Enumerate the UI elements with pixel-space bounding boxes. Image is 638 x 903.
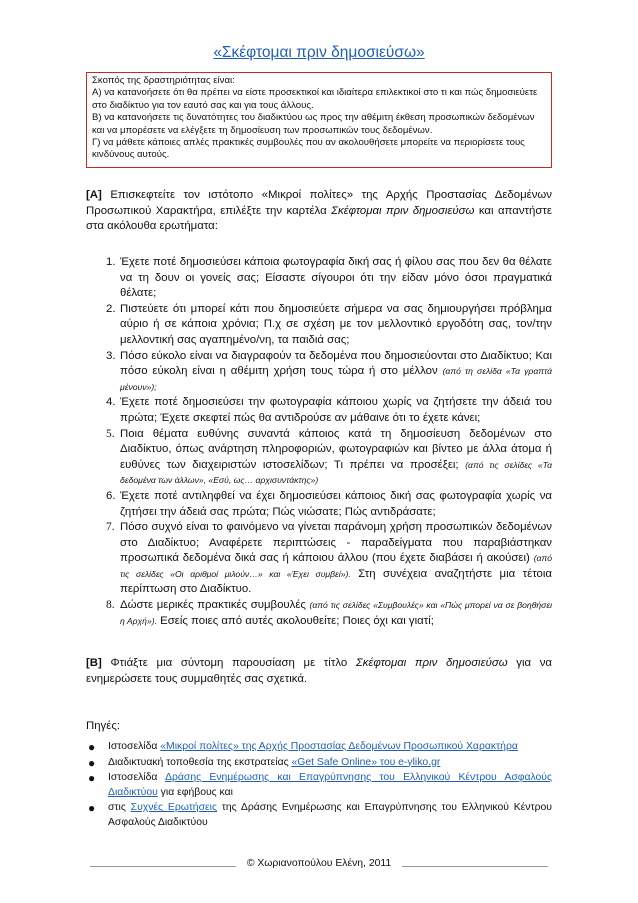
part-b-text-2: για να ενημερώσετε τους συμμαθητές σας σχετικά. (86, 657, 553, 685)
question-text-after: Στη συνέχεια αναζητήστε μια τέτοια περίπτωση στο Διαδίκτυο. (120, 567, 552, 596)
footer-divider-right (402, 866, 548, 867)
part-a-label: [Α] (86, 189, 102, 201)
question-number: 5. (106, 427, 115, 440)
question-item (86, 395, 552, 426)
question-text: Έχετε ποτέ δημοσιεύσει την φωτογραφία κάποιου χωρίς να ζητήσετε την άδειά του πρώτα; Έχετε σκεφτεί πώς θα αντιδρούσε αν μάθαινε ότι το έχετε κάνει; (120, 396, 552, 424)
question-item (86, 255, 552, 302)
part-a-text-1: Επισκεφτείτε τον ιστότοπο «Μικροί πολίτες» της Αρχής Προστασίας Δεδομένων Προσωπικού Χαρακτήρα, επιλέξτε την καρτέλα (86, 189, 552, 217)
question-text: Έχετε ποτέ δημοσιεύσει κάποια φωτογραφία δική σας ή φίλου σας που δεν θα θέλατε να τη δουν οι γονείς σας; Είσαστε σίγουροι ότι την είδαν μόνο όσοι πραγματικά θέλατε; (120, 256, 552, 300)
objectives-box (86, 72, 552, 168)
question-item (86, 520, 552, 598)
question-number: 7. (106, 521, 115, 534)
bullet-icon: ● (88, 740, 96, 754)
question-number: 4. (106, 396, 116, 409)
page-footer (0, 858, 638, 874)
question-text: Πιστεύετε ότι μπορεί κάτι που δημοσιεύετε σήμερα να σας δημιουργήσει πρόβλημα αύριο ή σε κάποια χρόνια; Π.χ σε σχέση με τον μελλοντικό εργοδότη σας, τον/την μελλοντική σας αγαπημένο/νη, τα παιδιά σας; (120, 302, 552, 346)
question-text: Δώστε μερικές πρακτικές συμβουλές (120, 599, 310, 612)
question-text: Έχετε ποτέ αντιληφθεί να έχει δημοσιεύσει κάποιος δική σας φωτογραφία χωρίς να ζητήσει την άδειά σας πρώτα; Πώς νιώσατε; Πώς αντιδράσατε; (120, 489, 552, 518)
question-number: 8. (106, 599, 115, 612)
objectives-intro: Σκοπός της δραστηριότητας είναι: (92, 75, 235, 86)
source-link[interactable]: «Get Safe Online» του e-yliko.gr (291, 756, 441, 768)
part-a-tab-name: Σκέφτομαι πριν δημοσιεύσω (331, 204, 475, 217)
objective-a: Α) να κατανοήσετε ότι θα πρέπει να είστε προσεκτικοί και ιδιαίτερα επιλεκτικοί στο τι και πώς δημοσιεύετε στο διαδίκτυο για τον εαυτό σας και για τους άλλους. (92, 87, 538, 111)
document-title: «Σκέφτομαι πριν δημοσιεύσω» (213, 44, 425, 61)
source-pre: Ιστοσελίδα (108, 741, 161, 752)
question-number: 3. (106, 349, 116, 362)
source-item (86, 756, 552, 771)
source-pre: Διαδικτυακή τοποθεσία της εκστρατείας (108, 756, 292, 768)
bullet-icon: ● (88, 755, 96, 770)
source-link[interactable]: «Μικροί πολίτες» της Αρχής Προστασίας Δεδομένων Προσωπικού Χαρακτήρα (160, 741, 518, 752)
question-item (86, 302, 552, 349)
source-post: για εφήβους και (157, 786, 233, 798)
source-link[interactable]: Δράσης Ενημέρωσης και Επαγρύπνησης του Ελληνικού Κέντρου Ασφαλούς Διαδικτύου (108, 772, 552, 798)
bullet-icon: ● (88, 801, 96, 816)
part-b-paragraph (86, 656, 552, 687)
question-item (86, 349, 552, 396)
part-a-paragraph (86, 188, 552, 235)
question-number: 1. (106, 256, 116, 268)
question-text: Πόσο εύκολο είναι να διαγραφούν τα δεδομένα που δημοσιεύονται στο Διαδίκτυο; Και πόσο εύκολη είναι η αθέμιτη χρήση τους τώρα ή στο μέλλον (120, 349, 552, 378)
question-item (86, 598, 552, 629)
source-link[interactable]: Συχνές Ερωτήσεις (130, 802, 217, 814)
sources-list (86, 740, 552, 832)
source-item (86, 801, 552, 830)
question-number: 2. (106, 302, 116, 315)
sources-heading: Πηγές: (86, 720, 120, 732)
question-text: Ποια θέματα ευθύνης συναντά κάποιος κατά τη δημοσίευση δεδομένων στο Διαδίκτυο, όπως ανάρτηση πληροφοριών, φωτογραφιών και βίντεο με άλλα άτομα ή ευθύνες των διαχειριστών ιστοσελίδων; Τι πρέπει να προσέξει; (120, 427, 552, 471)
part-b-title: Σκέφτομαι πριν δημοσιεύσω (355, 657, 508, 669)
part-b-text-1: Φτιάξτε μια σύντομη παρουσίαση με τίτλο (101, 657, 356, 669)
objective-c: Γ) να μάθετε κάποιες απλές πρακτικές συμβουλές που αν ακολουθήσετε μπορείτε να περιορίσετε τους κινδύνους αυτούς. (92, 137, 525, 161)
part-a-text-2: και απαντήστε στα ακόλουθα ερωτήματα: (86, 204, 552, 233)
part-b-label: [Β] (86, 657, 102, 669)
source-post: της Δράσης Ενημέρωσης και Επαγρύπνησης του Ελληνικού Κέντρου Ασφαλούς Διαδικτύου (108, 802, 552, 828)
objective-b: Β) να κατανοήσετε τις δυνατότητες του διαδικτύου ως προς την αθέμιτη έκθεση προσωπικών δεδομένων και να μπορέσετε να ελέγξετε τη δημοσίευση των προσωπικών τους δεδομένων. (92, 112, 535, 136)
question-reference: (από τις σελίδες «Τα δεδομένα των άλλων», «Εσύ, ως… αρχισυντάκτης») (120, 459, 552, 486)
question-reference: (από τις σελίδες «Οι αριθμοί μιλούν…» και «Έχει συμβεί»). (120, 553, 552, 579)
questions-list (86, 255, 552, 629)
question-reference: (από τη σελίδα «Τα γραπτά μένουν»); (120, 366, 552, 392)
source-item (86, 740, 552, 755)
source-pre: στις (108, 802, 131, 814)
source-item (86, 771, 552, 800)
question-number: 6. (106, 489, 116, 502)
question-text: Πόσο συχνό είναι το φαινόμενο να γίνεται παράνομη χρήση προσωπικών δεδομένων στο Διαδίκτυο; Αναφέρετε περιπτώσεις - παραδείγματα που παραβιάστηκαν προσωπικά δεδομένα δικά σας ή κάποιου άλλου (που έχετε διαβάσει ή ακούσει) (120, 521, 552, 565)
question-reference: (από τις σελίδες «Συμβουλές» και «Πώς μπορεί να σε βοηθήσει η Αρχή»). (120, 600, 553, 626)
bullet-icon: ● (88, 771, 96, 786)
source-pre: Ιστοσελίδα (108, 772, 166, 784)
question-item (86, 427, 552, 489)
question-text-after: Εσείς ποιες από αυτές ακολουθείτε; Ποιες όχι και γιατί; (157, 614, 434, 627)
footer-copyright: © Χωριανοπούλου Ελένη, 2011 (246, 858, 392, 869)
question-item (86, 489, 552, 520)
